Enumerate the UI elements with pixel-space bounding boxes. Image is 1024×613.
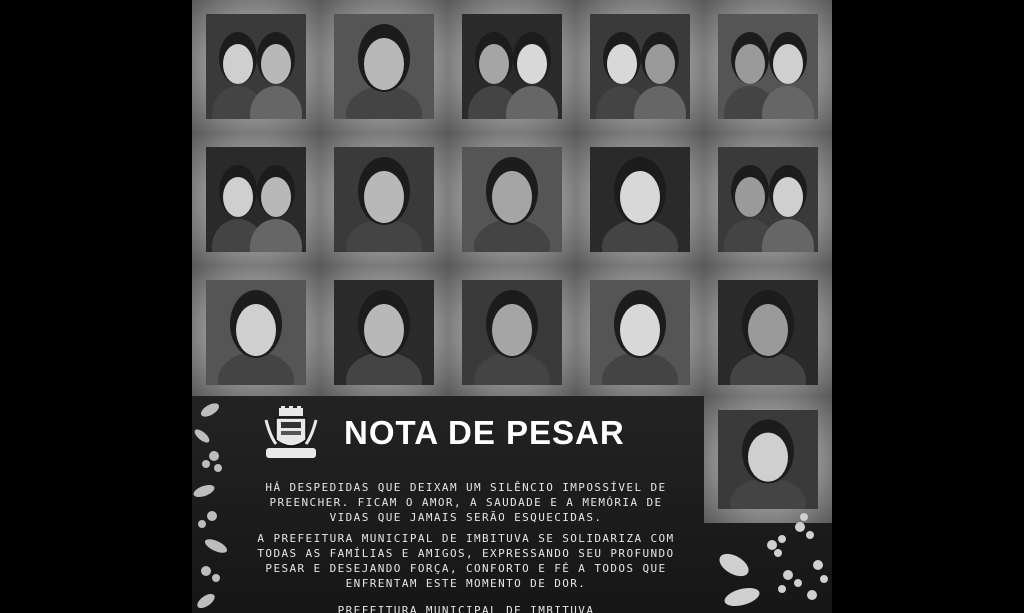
portrait-photo (718, 147, 818, 252)
portrait-photo (590, 14, 690, 119)
portrait-photo (334, 14, 434, 119)
signature: PREFEITURA MUNICIPAL DE IMBITUVA (337, 604, 595, 613)
portrait-photo (334, 280, 434, 385)
photo-frame (704, 133, 832, 266)
photo-frame (704, 266, 832, 396)
message-paragraph-1: HÁ DESPEDIDAS QUE DEIXAM UM SILÊNCIO IMPOSSÍVEL DE PREENCHER. FICAM O AMOR, A SAUDADE E A MEMÓRIA DE VIDAS QUE JAMAIS SERÃO ESQUECIDAS. (265, 481, 667, 524)
portrait-photo (462, 280, 562, 385)
message-paragraph-2: A PREFEITURA MUNICIPAL DE IMBITUVA SE SOLIDARIZA COM TODAS AS FAMÍLIAS E AMIGOS, EXPRESSANDO SEU PROFUNDO PESAR E DESEJANDO FORÇA, CONFORTO E FÉ A TODOS QUE ENFRENTAM ESTE MOMENTO DE DOR. (257, 532, 675, 590)
photo-frame (320, 266, 448, 396)
portrait-photo (334, 147, 434, 252)
photo-frame (448, 266, 576, 396)
photo-frame (704, 0, 832, 133)
portrait-photo (590, 280, 690, 385)
portrait-photo (206, 14, 306, 119)
flower-decoration-right (712, 505, 832, 613)
photo-frame (192, 266, 320, 396)
photo-frame (576, 266, 704, 396)
photo-frame (320, 133, 448, 266)
photo-frame (448, 0, 576, 133)
portrait-photo (206, 147, 306, 252)
portrait-photo (718, 14, 818, 119)
memorial-poster (192, 0, 832, 613)
city-crest-logo (262, 406, 320, 462)
photo-frame (192, 0, 320, 133)
photo-frame (576, 0, 704, 133)
photo-frame (448, 133, 576, 266)
photo-frame (192, 133, 320, 266)
portrait-photo (718, 280, 818, 385)
portrait-photo (462, 147, 562, 252)
photo-frame (704, 396, 832, 523)
portrait-photo (718, 410, 818, 509)
portrait-photo (206, 280, 306, 385)
photo-frame (320, 0, 448, 133)
photo-frame (576, 133, 704, 266)
portrait-photo (462, 14, 562, 119)
page-title: NOTA DE PESAR (344, 414, 625, 451)
portrait-photo (590, 147, 690, 252)
flower-decoration-left (192, 396, 236, 613)
